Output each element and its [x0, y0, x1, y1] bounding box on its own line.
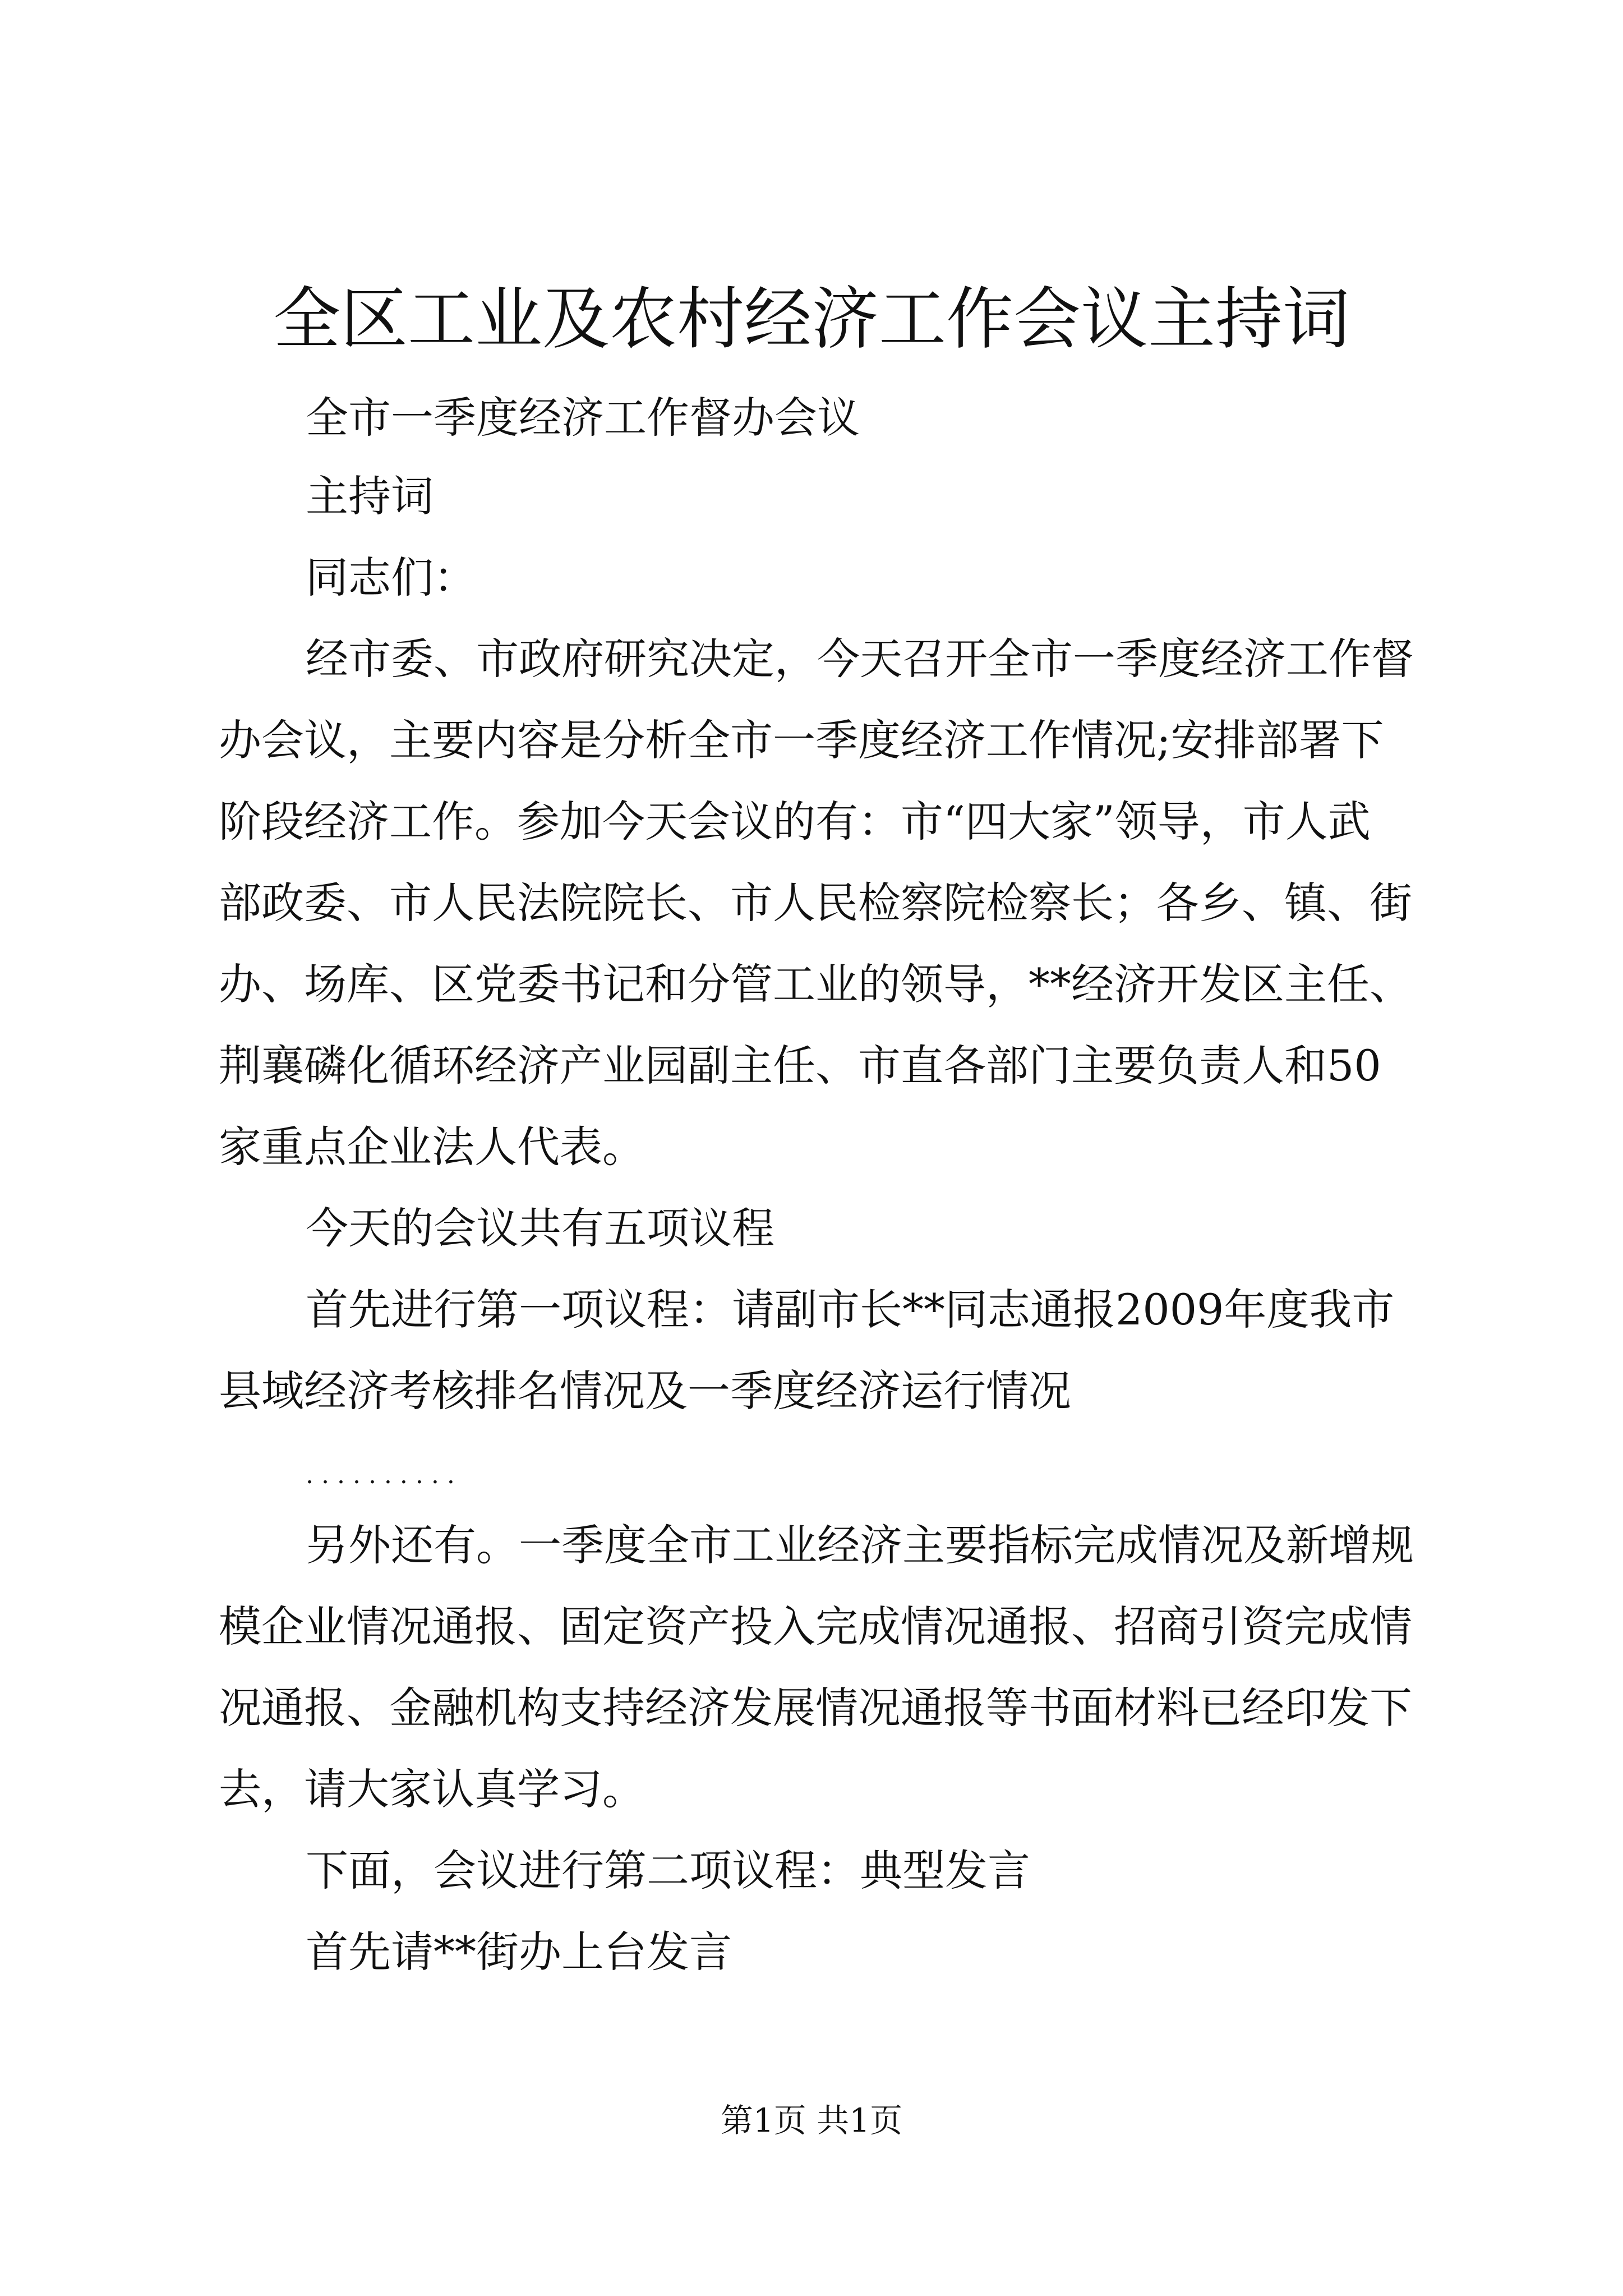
ellipsis: .......... [306, 1461, 463, 1489]
paragraph-line: 办、场库、区党委书记和分管工业的领导，**经济开发区主任、 [219, 959, 1412, 1009]
paragraph-line: 县域经济考核排名情况及一季度经济运行情况 [219, 1366, 1071, 1416]
paragraph-line: 首先进行第一项议程：请副市长**同志通报2009年度我市 [306, 1285, 1395, 1335]
paragraph-line: 首先请**街办上台发言 [306, 1927, 732, 1977]
paragraph-line: 另外还有。一季度全市工业经济主要指标完成情况及新增规 [306, 1520, 1414, 1570]
page-footer: 第1页 共1页 [720, 2101, 903, 2139]
agenda-count: 今天的会议共有五项议程 [306, 1203, 774, 1253]
paragraph-line: 办会议，主要内容是分析全市一季度经济工作情况;安排部署下 [219, 715, 1384, 765]
subtitle: 全市一季度经济工作督办会议 [306, 393, 860, 443]
paragraph-line: 经市委、市政府研究决定，今天召开全市一季度经济工作督 [306, 634, 1414, 684]
subheading: 主持词 [306, 471, 434, 521]
paragraph-line: 况通报、金融机构支持经济发展情况通报等书面材料已经印发下 [219, 1683, 1412, 1733]
paragraph-line: 下面，会议进行第二项议程：典型发言 [306, 1846, 1030, 1895]
paragraph-line: 部政委、市人民法院院长、市人民检察院检察长；各乡、镇、街 [219, 878, 1412, 928]
paragraph-line: 去，请大家认真学习。 [219, 1764, 645, 1814]
paragraph-line: 阶段经济工作。参加今天会议的有：市“四大家”领导，市人武 [219, 797, 1371, 846]
paragraph-line: 家重点企业法人代表。 [219, 1122, 645, 1172]
paragraph-line: 模企业情况通报、固定资产投入完成情况通报、招商引资完成情 [219, 1602, 1412, 1651]
paragraph-line: 荆襄磷化循环经济产业园副主任、市直各部门主要负责人和50 [219, 1041, 1381, 1091]
document-title: 全区工业及农村经济工作会议主持词 [273, 280, 1350, 358]
greeting: 同志们： [306, 553, 476, 602]
